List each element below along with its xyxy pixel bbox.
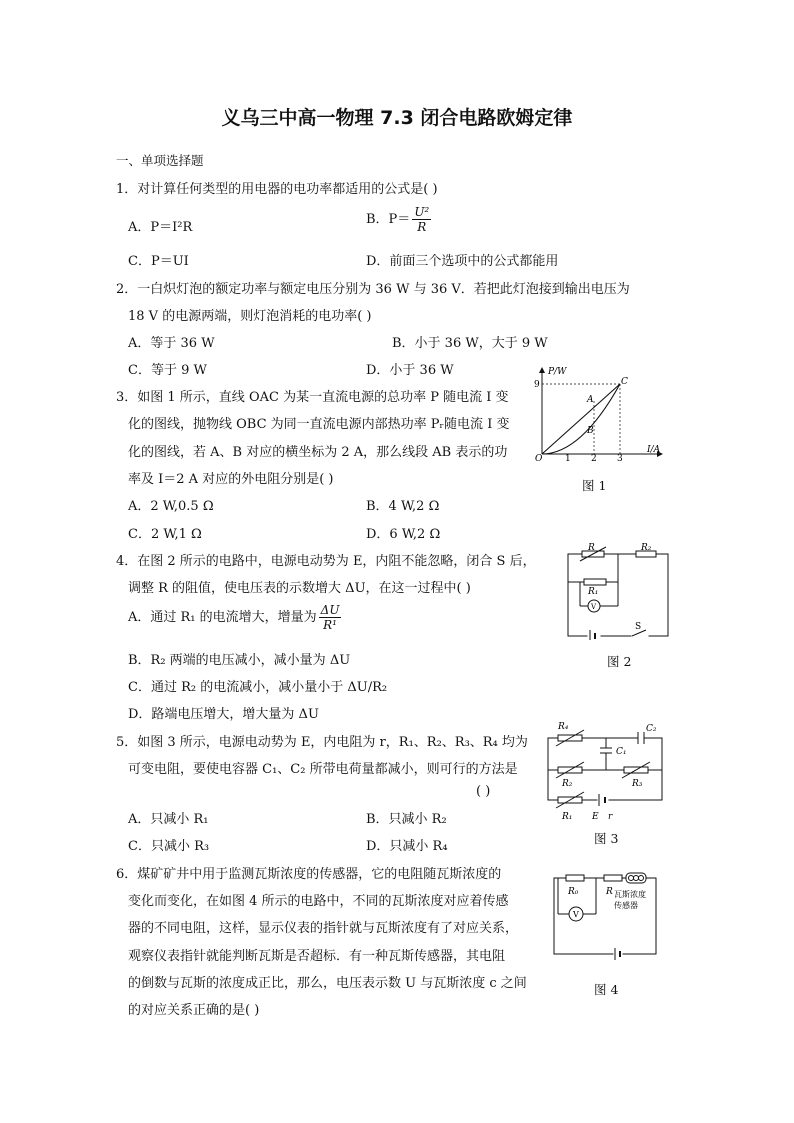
graph-point-c: C — [621, 377, 628, 387]
section-heading: 一、单项选择题 — [116, 153, 204, 168]
q3-line-1: 3．如图 1 所示，直线 OAC 为某一直流电源的总功率 P 随电流 I 变 — [116, 390, 509, 405]
figure-4-caption: 图 4 — [594, 982, 619, 997]
q1-stem: 1．对计算任何类型的用电器的电功率都适用的公式是( ) — [116, 182, 438, 197]
q3-line-2: 化的图线，抛物线 OBC 为同一直流电源内部热功率 Pᵣ随电流 I 变 — [128, 417, 510, 432]
graph-x3: 3 — [617, 454, 623, 462]
q5-option-c: C．只减小 R₃ — [128, 839, 210, 854]
q1-option-b-prefix: B．P＝ — [366, 212, 411, 227]
page-title: 义乌三中高一物理 7.3 闭合电路欧姆定律 — [221, 107, 573, 129]
q4-option-a — [128, 604, 341, 631]
figure-2-caption: 图 2 — [607, 654, 632, 669]
q1-b-denominator: R — [417, 220, 427, 234]
line-oac — [542, 384, 620, 454]
figure-4-circuit — [548, 864, 662, 964]
label-r0: R₀ — [568, 887, 579, 897]
q6-line-1: 6．煤矿矿井中用于监测瓦斯浓度的传感器，它的电阻随瓦斯浓度的 — [116, 867, 502, 882]
q3-option-a: A．2 W,0.5 Ω — [128, 499, 214, 514]
graph-x2: 2 — [591, 454, 597, 462]
label-sensor-1: 瓦斯浓度 — [614, 890, 646, 899]
q1-option-c: C．P＝UI — [128, 254, 189, 269]
figure-3-caption: 图 3 — [594, 831, 619, 846]
label-r-internal: r — [608, 812, 613, 822]
q5-option-a: A．只减小 R₁ — [128, 812, 209, 827]
label-r1-fig3: R₁ — [562, 812, 573, 822]
q6-line-6: 的对应关系正确的是( ) — [128, 1003, 260, 1018]
label-sensor-2: 传感器 — [614, 901, 638, 910]
figure-1-caption: 图 1 — [582, 478, 607, 493]
q1-option-a: A．P＝I²R — [128, 220, 193, 235]
label-r4: R₄ — [558, 722, 569, 732]
graph-ylabel: P/W — [548, 367, 567, 377]
q3-line-3: 化的图线，若 A、B 对应的横坐标为 2 A，那么线段 AB 表示的功 — [128, 445, 508, 460]
q2-option-c: C．等于 9 W — [128, 363, 207, 378]
label-s: S — [635, 622, 642, 632]
q4-option-a-fraction — [319, 604, 342, 631]
graph-point-a: A — [587, 395, 594, 405]
graph-xlabel: I/A — [647, 445, 661, 455]
q2-option-d: D．小于 36 W — [366, 363, 454, 378]
q6-line-4: 观察仪表指针就能判断瓦斯是否超标．有一种瓦斯传感器，其电阻 — [128, 949, 506, 964]
q4-line-2: 调整 R 的阻值，使电压表的示数增大 ΔU，在这一过程中( ) — [128, 581, 471, 596]
q5-paren: ( ) — [476, 784, 491, 799]
q4-a-numerator: ΔU — [320, 603, 340, 617]
q5-option-b: B．只减小 R₂ — [366, 812, 447, 827]
label-r1: R₁ — [588, 587, 599, 597]
q1-option-b — [366, 206, 431, 233]
graph-point-b: B — [587, 426, 594, 436]
label-r2: R₂ — [641, 543, 652, 553]
q4-a-denominator: R¹ — [323, 618, 337, 632]
resistor-r0 — [566, 875, 584, 881]
q6-line-3: 器的不同电阻，这样，显示仪表的指针就与瓦斯浓度有了对应关系， — [128, 921, 519, 936]
q1-option-d: D．前面三个选项中的公式都能用 — [366, 254, 559, 269]
c2-gap — [638, 733, 644, 743]
q4-option-d: D．路端电压增大，增大量为 ΔU — [128, 707, 319, 722]
q3-option-b: B．4 W,2 Ω — [366, 499, 440, 514]
figure-1-graph — [528, 362, 668, 462]
q3-line-4: 率及 I＝2 A 对应的外电阻分别是( ) — [128, 472, 334, 487]
q4-option-b: B．R₂ 两端的电压减小，减小量为 ΔU — [128, 653, 351, 668]
q3-option-d: D．6 W,2 Ω — [366, 527, 441, 542]
q5-line-2: 可变电阻，要使电容器 C₁、C₂ 所带电荷量都减小，则可行的方法是 — [128, 762, 518, 777]
label-r-fig4: R — [606, 887, 613, 897]
q1-option-b-fraction — [412, 206, 431, 233]
q4-option-a-prefix: A．通过 R₁ 的电流增大，增量为 — [128, 610, 317, 625]
resistor-r1 — [584, 579, 606, 585]
resistor-r-fig4 — [604, 875, 622, 881]
q1-b-numerator: U² — [414, 205, 430, 219]
q4-option-c: C．通过 R₂ 的电流减小，减小量小于 ΔU/R₂ — [128, 680, 388, 695]
graph-y9: 9 — [534, 380, 540, 390]
graph-origin: O — [535, 454, 543, 462]
q5-option-d: D．只减小 R₄ — [366, 839, 448, 854]
graph-x1: 1 — [565, 454, 571, 462]
figure-2-circuit — [562, 542, 674, 642]
q4-line-1: 4．在图 2 所示的电路中，电源电动势为 E，内阻不能忽略，闭合 S 后， — [116, 554, 536, 569]
q5-line-1: 5．如图 3 所示，电源电动势为 E，内电阻为 r，R₁、R₂、R₃、R₄ 均为 — [116, 735, 528, 750]
label-r3: R₃ — [632, 779, 643, 789]
label-e: E — [592, 812, 599, 822]
q2-line-2: 18 V 的电源两端，则灯泡消耗的电功率( ) — [128, 309, 372, 324]
label-r: R — [588, 543, 595, 553]
label-c1: C₁ — [616, 747, 627, 757]
q3-option-c: C．2 W,1 Ω — [128, 527, 202, 542]
figure-3-circuit — [542, 716, 672, 826]
label-v: V — [591, 603, 597, 611]
q6-line-5: 的倒数与瓦斯的浓度成正比，那么，电压表示数 U 与瓦斯浓度 c 之间 — [128, 976, 527, 991]
q2-option-a: A．等于 36 W — [128, 336, 215, 351]
q2-line-1: 2．一白炽灯泡的额定功率与额定电压分别为 36 W 与 36 V．若把此灯泡接到输出电压为 — [116, 282, 630, 297]
label-v-fig4: V — [573, 910, 579, 919]
label-r2-fig3: R₂ — [562, 779, 573, 789]
q2-option-b: B．小于 36 W，大于 9 W — [392, 336, 548, 351]
label-c2: C₂ — [646, 724, 657, 734]
q6-line-2: 变化而变化，在如图 4 所示的电路中，不同的瓦斯浓度对应着传感 — [128, 894, 509, 909]
